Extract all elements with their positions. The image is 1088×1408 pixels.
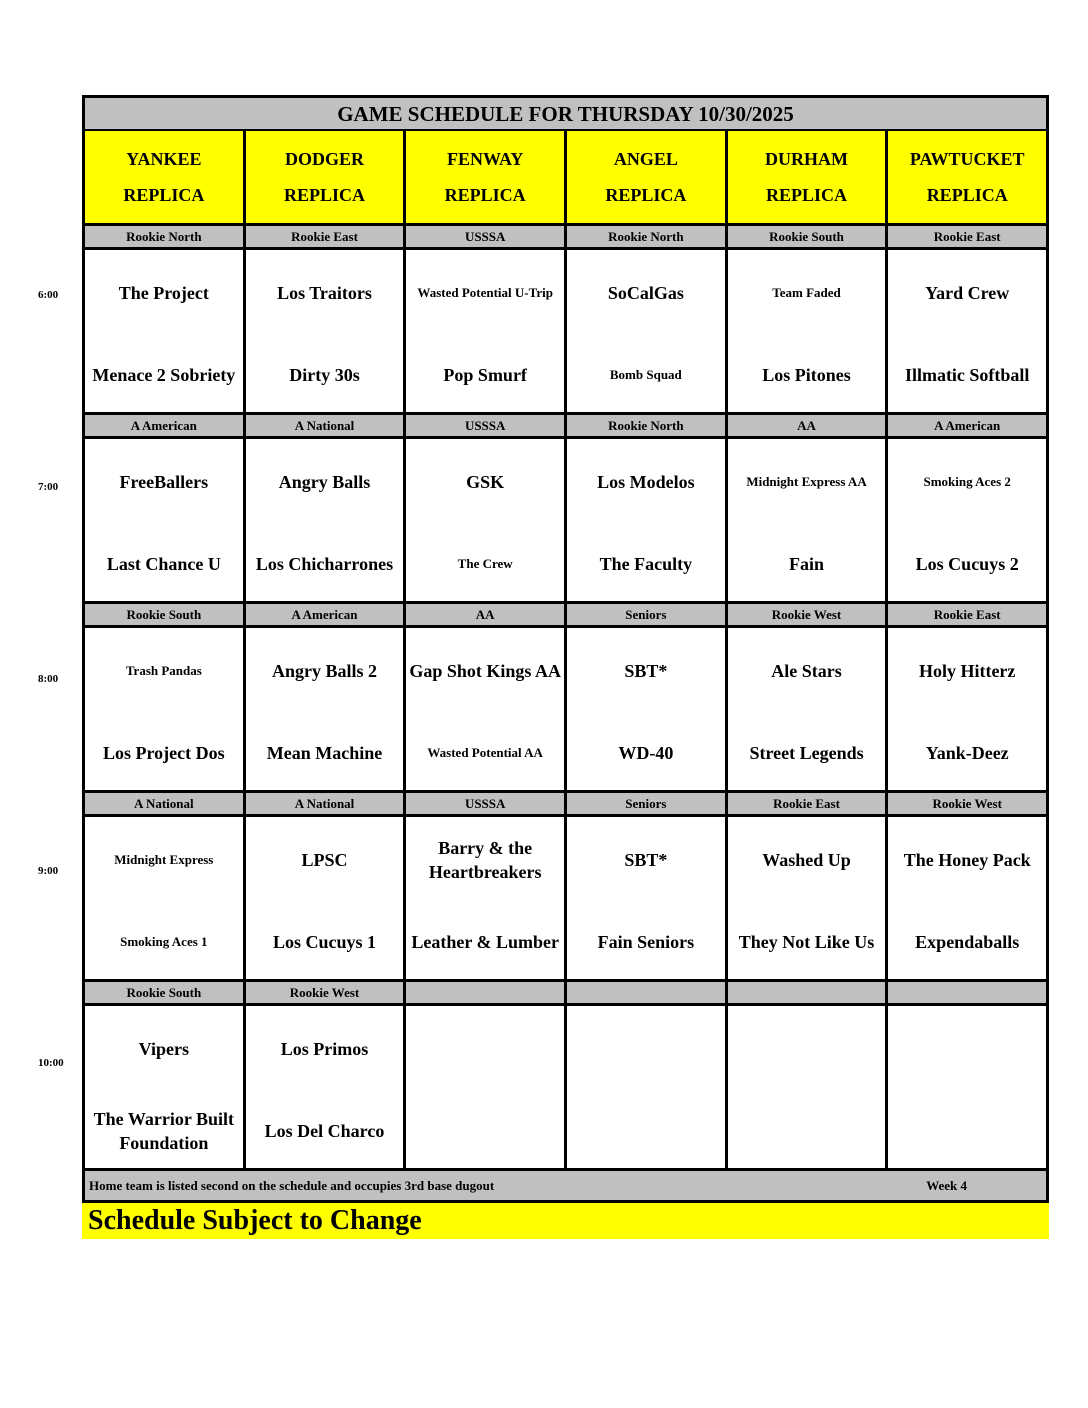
schedule-table <box>82 95 1049 1239</box>
division-label: Seniors <box>567 604 728 625</box>
game-row <box>82 439 1049 604</box>
field-subtitle: REPLICA <box>284 185 366 205</box>
division-row <box>82 226 1049 250</box>
game-cell <box>406 250 567 412</box>
division-row <box>82 415 1049 439</box>
home-team-note: Home team is listed second on the schedule and occupies 3rd base dugout <box>89 1177 495 1193</box>
division-label: AA <box>728 415 889 436</box>
division-label <box>567 982 728 1003</box>
away-team: Barry & the Heartbreakers <box>428 838 542 882</box>
away-team: SBT* <box>624 661 668 681</box>
game-cell <box>888 1006 1046 1168</box>
footer-bar <box>82 1171 1049 1203</box>
field-name: PAWTUCKET <box>909 149 1025 169</box>
game-cell <box>888 817 1046 979</box>
away-team: Los Modelos <box>597 472 695 492</box>
home-team: Leather & Lumber <box>411 932 559 952</box>
game-cell <box>567 250 728 412</box>
field-subtitle: REPLICA <box>926 185 1008 205</box>
away-team: Smoking Aces 2 <box>923 474 1011 489</box>
field-name: FENWAY <box>447 149 524 169</box>
game-cell <box>728 250 889 412</box>
time-label: 9:00 <box>38 865 59 877</box>
home-team: Last Chance U <box>106 554 221 574</box>
field-header <box>85 131 246 223</box>
field-header <box>567 131 728 223</box>
home-team <box>406 1106 564 1156</box>
division-label: Rookie East <box>728 793 889 814</box>
division-label: AA <box>406 604 567 625</box>
away-team: FreeBallers <box>119 472 209 492</box>
game-cell <box>246 1006 407 1168</box>
field-header <box>406 131 567 223</box>
field-header <box>246 131 407 223</box>
away-team: SoCalGas <box>607 283 684 303</box>
field-subtitle: REPLICA <box>766 185 848 205</box>
away-team: The Project <box>118 283 209 303</box>
away-team <box>567 1024 725 1074</box>
division-label: Rookie West <box>246 982 407 1003</box>
away-team <box>888 1024 1046 1074</box>
home-team: Los Pitones <box>762 365 851 385</box>
home-team: Smoking Aces 1 <box>120 934 208 949</box>
division-label: Rookie South <box>728 226 889 247</box>
game-cell <box>406 1006 567 1168</box>
division-label: USSSA <box>406 415 567 436</box>
game-cell <box>406 628 567 790</box>
division-label: USSSA <box>406 226 567 247</box>
field-name: ANGEL <box>613 149 678 169</box>
schedule-title: GAME SCHEDULE FOR THURSDAY 10/30/2025 <box>82 95 1049 131</box>
home-team: Los Cucuys 2 <box>915 554 1019 574</box>
away-team: Team Faded <box>772 285 841 300</box>
time-slots <box>82 226 1049 1171</box>
home-team: The Warrior Built Foundation <box>93 1109 234 1153</box>
division-label: A American <box>934 418 1001 433</box>
game-cell <box>567 628 728 790</box>
away-team: The Honey Pack <box>903 850 1031 870</box>
game-cell <box>85 250 246 412</box>
field-subtitle: REPLICA <box>123 185 205 205</box>
field-name: DURHAM <box>765 149 849 169</box>
division-label <box>406 982 567 1003</box>
game-cell <box>888 628 1046 790</box>
division-label <box>728 982 889 1003</box>
division-label: A National <box>246 793 407 814</box>
game-cell <box>406 817 567 979</box>
home-team: WD-40 <box>618 743 674 763</box>
game-cell <box>406 439 567 601</box>
away-team: Midnight Express AA <box>746 474 867 489</box>
game-row <box>82 817 1049 982</box>
week-label: Week 4 <box>926 1177 967 1193</box>
division-label: Rookie North <box>567 415 728 436</box>
game-cell <box>728 817 889 979</box>
game-cell <box>85 817 246 979</box>
division-label: USSSA <box>406 793 567 814</box>
division-label: Seniors <box>567 793 728 814</box>
division-label: Rookie South <box>85 982 246 1003</box>
away-team: Washed Up <box>762 850 851 870</box>
game-cell <box>888 250 1046 412</box>
division-row <box>82 793 1049 817</box>
division-label: Rookie South <box>85 604 246 625</box>
home-team: Pop Smurf <box>443 365 527 385</box>
home-team: Menace 2 Sobriety <box>92 365 236 385</box>
division-label <box>888 982 1046 1003</box>
away-team: Midnight Express <box>114 852 214 867</box>
game-cell <box>85 439 246 601</box>
away-team: Trash Pandas <box>125 663 202 678</box>
home-team: Wasted Potential AA <box>427 745 543 760</box>
division-label: Rookie East <box>933 229 1001 244</box>
home-team: The Crew <box>457 556 513 571</box>
home-team: Los Del Charco <box>264 1121 385 1141</box>
away-team: Ale Stars <box>771 661 842 681</box>
home-team <box>728 1106 886 1156</box>
away-team: Holy Hitterz <box>918 661 1016 681</box>
game-cell <box>246 250 407 412</box>
home-team: Fain Seniors <box>597 932 695 952</box>
game-cell <box>728 1006 889 1168</box>
home-team: Bomb Squad <box>609 367 682 382</box>
division-label: A American <box>85 415 246 436</box>
home-team: Fain <box>789 554 825 574</box>
time-label: 10:00 <box>38 1057 64 1069</box>
field-header <box>728 131 889 223</box>
away-team: Los Primos <box>280 1039 369 1059</box>
home-team: Mean Machine <box>266 743 383 763</box>
time-label: 8:00 <box>38 673 59 685</box>
away-team: Wasted Potential U-Trip <box>417 285 553 300</box>
division-label: A National <box>85 793 246 814</box>
away-team: GSK <box>466 472 505 492</box>
field-header-row <box>82 131 1049 226</box>
game-cell <box>246 439 407 601</box>
game-cell <box>85 628 246 790</box>
home-team: Yank-Deez <box>925 743 1009 763</box>
game-cell <box>728 439 889 601</box>
home-team: They Not Like Us <box>738 932 875 952</box>
field-name: YANKEE <box>126 149 202 169</box>
away-team: Yard Crew <box>925 283 1010 303</box>
game-cell <box>246 817 407 979</box>
home-team <box>888 1106 1046 1156</box>
home-team <box>567 1106 725 1156</box>
away-team: Gap Shot Kings AA <box>409 661 561 681</box>
division-label: Rookie North <box>567 226 728 247</box>
time-label: 6:00 <box>38 289 59 301</box>
game-cell <box>246 628 407 790</box>
field-name: DODGER <box>285 149 365 169</box>
home-team: Street Legends <box>749 743 864 763</box>
division-row <box>82 604 1049 628</box>
division-label: Rookie East <box>933 607 1001 622</box>
away-team: LPSC <box>301 850 348 870</box>
division-label: Rookie West <box>728 604 889 625</box>
away-team: Angry Balls 2 <box>272 661 378 681</box>
game-cell <box>567 439 728 601</box>
away-team: Vipers <box>138 1039 189 1059</box>
home-team: Dirty 30s <box>289 365 360 385</box>
game-cell <box>728 628 889 790</box>
field-header <box>888 131 1046 223</box>
home-team: Illmatic Softball <box>904 365 1030 385</box>
division-label: Rookie North <box>85 226 246 247</box>
away-team: SBT* <box>624 850 668 870</box>
field-subtitle: REPLICA <box>605 185 687 205</box>
game-row <box>82 250 1049 415</box>
division-label: Rookie West <box>932 796 1002 811</box>
home-team: Los Project Dos <box>103 743 225 763</box>
time-label: 7:00 <box>38 481 59 493</box>
schedule-notice: Schedule Subject to Change <box>82 1203 1049 1239</box>
game-cell <box>85 1006 246 1168</box>
game-cell <box>567 1006 728 1168</box>
division-label: A American <box>246 604 407 625</box>
game-cell <box>888 439 1046 601</box>
division-row <box>82 982 1049 1006</box>
home-team: The Faculty <box>599 554 693 574</box>
home-team: Los Cucuys 1 <box>272 932 377 952</box>
away-team <box>728 1024 886 1074</box>
game-row <box>82 1006 1049 1171</box>
away-team: Angry Balls <box>278 472 371 492</box>
away-team <box>406 1024 564 1074</box>
game-row <box>82 628 1049 793</box>
game-cell <box>567 817 728 979</box>
home-team: Los Chicharrones <box>255 554 394 574</box>
home-team: Expendaballs <box>915 932 1020 952</box>
field-subtitle: REPLICA <box>444 185 526 205</box>
division-label: Rookie East <box>246 226 407 247</box>
division-label: A National <box>246 415 407 436</box>
away-team: Los Traitors <box>277 283 372 303</box>
